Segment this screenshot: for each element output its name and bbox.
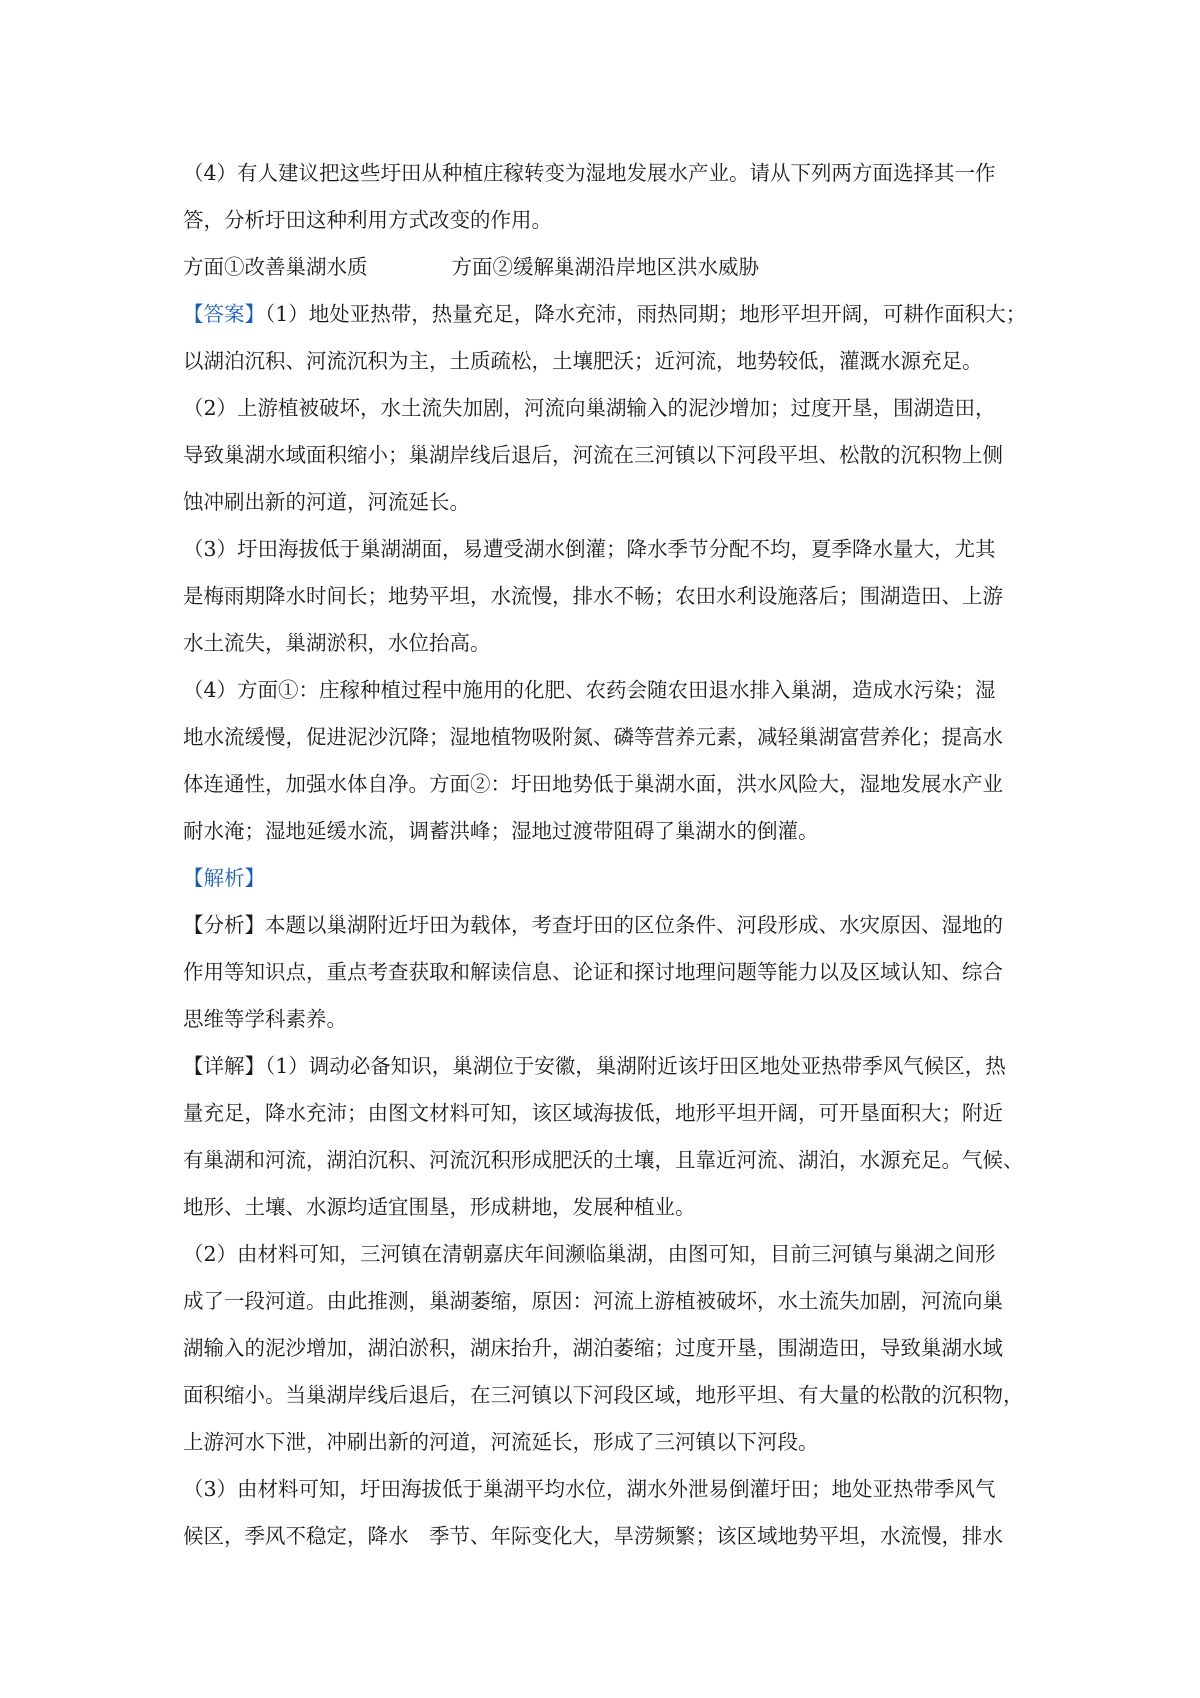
detail-line-3-2: 候区，季风不稳定，降水 季节、年际变化大，旱涝频繁；该区域地势平坦，水流慢，排水 [183,1524,1003,1548]
detail-line-2-4: 面积缩小。当巢湖岸线后退后，在三河镇以下河段区域，地形平坦、有大量的松散的沉积物， [183,1383,1024,1407]
answer-line-2-2: 导致巢湖水域面积缩小；巢湖岸线后退后，河流在三河镇以下河段平坦、松散的沉积物上侧 [183,443,1003,467]
option-improve-water-quality: 方面①改善巢湖水质 [183,255,368,279]
answer-tag: 【答案】 [183,302,265,326]
answer-line-3-3: 水土流失，巢湖淤积，水位抬高。 [183,631,491,655]
option-relieve-flood-threat: 方面②缓解巢湖沿岸地区洪水威胁 [451,255,759,279]
detail-line-1-3: 有巢湖和河流，湖泊沉积、河流沉积形成肥沃的土壤，且靠近河流、湖泊，水源充足。气候、 [183,1148,1024,1172]
fenxi-tag: 【分析】 [183,913,265,937]
analysis-heading [183,855,1031,902]
detail-1-text: （1）调动必备知识，巢湖位于安徽，巢湖附近该圩田区地处亚热带季风气候区，热 [265,1054,1006,1078]
answer-line-4-1: （4）方面①：庄稼种植过程中施用的化肥、农药会随农田退水排入巢湖，造成水污染；湿 [183,678,996,702]
xiangjie-tag: 【详解】 [183,1054,265,1078]
detail-line-3-1: （3）由材料可知，圩田海拔低于巢湖平均水位，湖水外泄易倒灌圩田；地处亚热带季风气 [183,1477,996,1501]
answer-line-4-3: 体连通性，加强水体自净。方面②：圩田地势低于巢湖水面，洪水风险大，湿地发展水产业 [183,772,1003,796]
answer-line-2-1: （2）上游植被破坏，水土流失加剧，河流向巢湖输入的泥沙增加；过度开垦，围湖造田， [183,396,996,420]
answer-line-1-1 [183,291,1031,338]
answer-line-2-3: 蚀冲刷出新的河道，河流延长。 [183,490,470,514]
detail-line-1-4: 地形、土壤、水源均适宜围垦，形成耕地，发展种植业。 [183,1195,696,1219]
question4-line-1: （4）有人建议把这些圩田从种植庄稼转变为湿地发展水产业。请从下列两方面选择其一作 [183,161,996,185]
detail-line-2-3: 湖输入的泥沙增加，湖泊淤积，湖床抬升，湖泊萎缩；过度开垦，围湖造田，导致巢湖水域 [183,1336,1003,1360]
fenxi-line-1 [183,902,1031,949]
question4-line-2: 答，分析圩田这种利用方式改变的作用。 [183,208,552,232]
answer-line-4-4: 耐水淹；湿地延缓水流，调蓄洪峰；湿地过渡带阻碍了巢湖水的倒灌。 [183,819,819,843]
question4-options [183,244,1031,291]
detail-line-2-1: （2）由材料可知，三河镇在清朝嘉庆年间濒临巢湖，由图可知，目前三河镇与巢湖之间形 [183,1242,996,1266]
detail-line-2-2: 成了一段河道。由此推测，巢湖萎缩，原因：河流上游植被破坏，水土流失加剧，河流向巢 [183,1289,1003,1313]
fenxi-text: 本题以巢湖附近圩田为载体，考查圩田的区位条件、河段形成、水灾原因、湿地的 [265,913,1003,937]
answer-line-3-2: 是梅雨期降水时间长；地势平坦，水流慢，排水不畅；农田水利设施落后；围湖造田、上游 [183,584,1003,608]
detail-line-2-5: 上游河水下泄，冲刷出新的河道，河流延长，形成了三河镇以下河段。 [183,1430,819,1454]
detail-line-1-1 [183,1043,1031,1090]
fenxi-line-2: 作用等知识点，重点考查获取和解读信息、论证和探讨地理问题等能力以及区域认知、综合 [183,960,1003,984]
document-page [183,150,1031,1560]
answer-line-3-1: （3）圩田海拔低于巢湖湖面，易遭受湖水倒灌；降水季节分配不均，夏季降水量大，尤其 [183,537,996,561]
answer-line-4-2: 地水流缓慢，促进泥沙沉降；湿地植物吸附氮、磷等营养元素，减轻巢湖富营养化；提高水 [183,725,1003,749]
analysis-tag: 【解析】 [183,866,265,890]
detail-line-1-2: 量充足，降水充沛；由图文材料可知，该区域海拔低，地形平坦开阔，可开垦面积大；附近 [183,1101,1003,1125]
fenxi-line-3: 思维等学科素养。 [183,1007,347,1031]
answer-line-1-2: 以湖泊沉积、河流沉积为主，土质疏松，土壤肥沃；近河流，地势较低，灌溉水源充足。 [183,349,983,373]
answer-p1-text: （1）地处亚热带，热量充足，降水充沛，雨热同期；地形平坦开阔，可耕作面积大； [265,302,1027,326]
